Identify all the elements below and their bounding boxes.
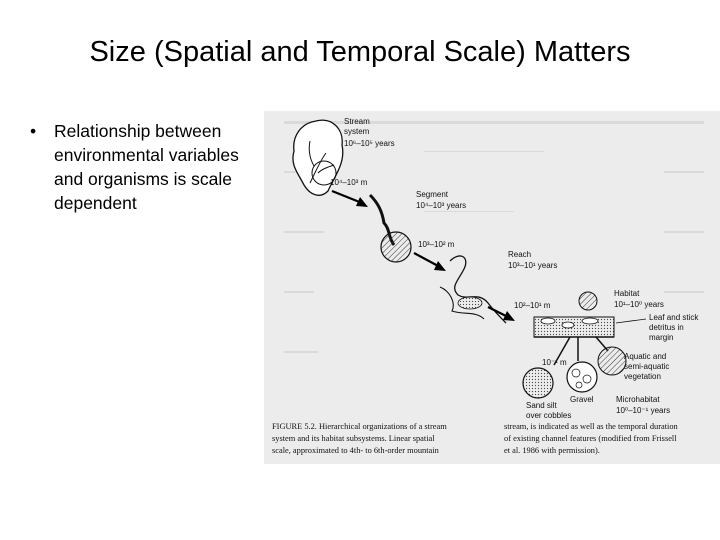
caption-right-line3: et al. 1986 with permission). [504, 446, 600, 455]
label-leaf-line1: Leaf and stick [649, 313, 699, 322]
bullet-item [30, 119, 270, 215]
reach-icon [440, 256, 506, 323]
bullet-text: Relationship between environmental variables and organisms is scale dependent [54, 121, 239, 213]
caption-right-line2: of existing channel features (modified from Frissell [504, 434, 677, 443]
label-habitat-time: 10¹–10⁰ years [614, 300, 664, 309]
arrow-to-segment-icon [356, 197, 368, 207]
label-reach-time: 10³–10¹ years [508, 261, 558, 270]
label-stream-time: 10⁶–10⁵ years [344, 139, 395, 148]
background-page-texture [284, 121, 704, 353]
stream-hierarchy-figure [264, 111, 720, 464]
label-scale-segment: 10⁴–10³ m [330, 178, 368, 187]
label-micro-time: 10⁰–10⁻¹ years [616, 406, 671, 415]
label-scale-habitat: 10²–10¹ m [514, 301, 551, 310]
label-aquatic-line2: semi-aquatic [624, 362, 670, 371]
caption-left-line3: scale, approximated to 4th- to 6th-order mountain [272, 446, 439, 455]
caption-right-line1: stream, is indicated as well as the temporal duration [504, 422, 678, 431]
figure-drawing [264, 111, 720, 464]
label-gravel: Gravel [570, 395, 594, 404]
label-reach-name: Reach [508, 250, 532, 259]
segment-icon [370, 195, 411, 262]
label-leaf-line2: detritus in [649, 323, 684, 332]
label-stream-name: Stream [344, 117, 370, 126]
label-scale-micro: 10⁻¹ m [542, 358, 567, 367]
slide-title: Size (Spatial and Temporal Scale) Matters [89, 36, 631, 68]
label-sand-line1: Sand silt [526, 401, 557, 410]
label-habitat-name: Habitat [614, 289, 640, 298]
label-leaf-line3: margin [649, 333, 674, 342]
label-segment-time: 10⁴–10³ years [416, 201, 467, 210]
sand-silt-detail-icon [523, 368, 553, 398]
caption-left-line2: system and its habitat subsystems. Linear spatial [272, 434, 435, 443]
label-aquatic-line1: Aquatic and [624, 352, 667, 361]
habitat-icon [534, 292, 614, 337]
vegetation-detail-icon [598, 347, 626, 375]
label-aquatic-line3: vegetation [624, 372, 661, 381]
bullet-dot-icon: • [30, 121, 37, 141]
bullet-list [30, 119, 270, 215]
label-sand-line2: over cobbles [526, 411, 572, 420]
label-stream-name2: system [344, 127, 370, 136]
label-segment-name: Segment [416, 190, 449, 199]
arrow-to-habitat-icon [503, 311, 515, 321]
caption-left-line1: FIGURE 5.2. Hierarchical organizations of a stream [272, 422, 447, 431]
arrow-to-reach-icon [434, 261, 446, 271]
label-scale-reach: 10³–10² m [418, 240, 455, 249]
label-micro-name: Microhabitat [616, 395, 660, 404]
gravel-detail-icon [567, 362, 597, 392]
